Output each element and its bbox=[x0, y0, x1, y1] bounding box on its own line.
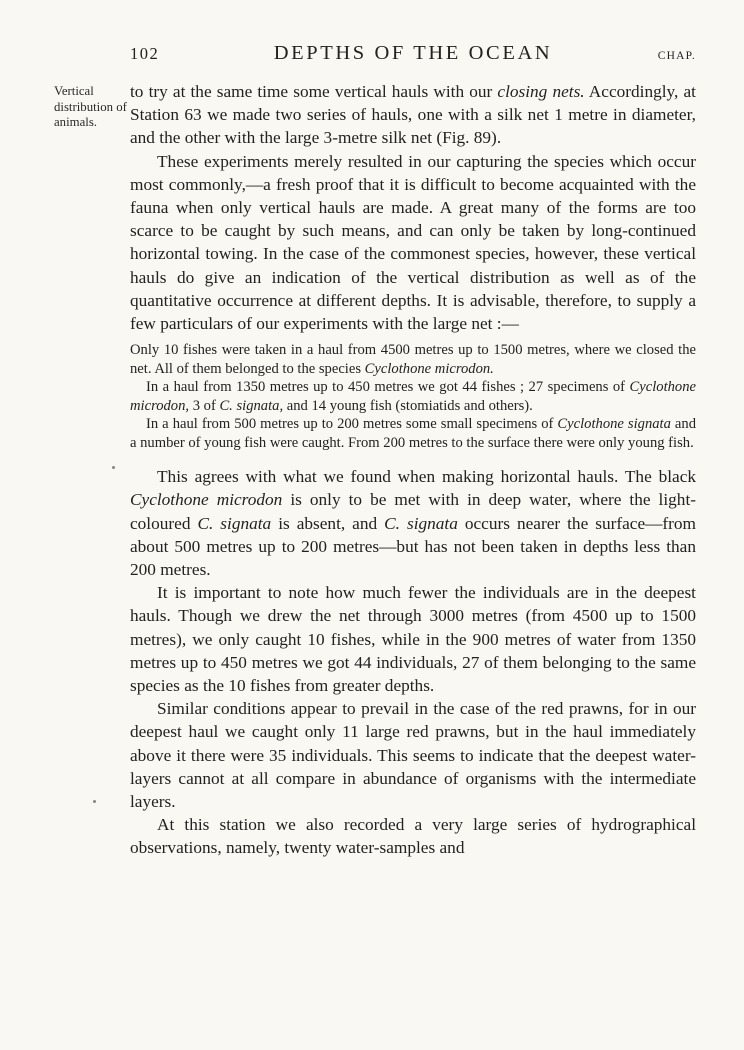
text-run: Only 10 fishes were taken in a haul from 4500 metres up to 1500 metres, where we closed the net. All of them belonged to the species bbox=[130, 342, 696, 377]
text-run: is absent, and bbox=[271, 513, 385, 533]
paragraph bbox=[130, 415, 696, 452]
text-run: to try at the same time some vertical hauls with our bbox=[130, 82, 498, 101]
scan-speck bbox=[112, 466, 115, 469]
text-run: At this station we also recorded a very large series of hydrographical observations, namely, twenty water-samples and bbox=[130, 815, 696, 858]
text-run: In a haul from 1350 metres up to 450 metres we got 44 fishes ; 27 specimens of bbox=[146, 379, 630, 396]
italic-text: C. signata bbox=[197, 513, 272, 533]
paragraph bbox=[130, 341, 696, 378]
paragraph bbox=[130, 465, 696, 581]
paragraph bbox=[130, 80, 696, 150]
text-block bbox=[130, 80, 696, 860]
italic-text: C. signata, bbox=[219, 397, 284, 414]
italic-text: Cyclothone microdon bbox=[130, 490, 283, 510]
text-run: Similar conditions appear to prevail in the case of the red prawns, for in our deepest haul we caught only 11 large red prawns, but in the haul immediately above it there were 35 individuals. This seems to indicate that the deepest water-layers cannot at all compare in abundance of organisms with the intermediate layers. bbox=[130, 699, 696, 812]
chapter-label: CHAP. bbox=[657, 50, 696, 62]
italic-text: Cyclothone microdon, bbox=[130, 379, 696, 414]
text-run: It is important to note how much fewer the individuals are in the deepest hauls. Though we drew the net through 3000 metres (from 4500 up to 1500 metres), we only caught 10 fishes, while in the 900 metres of water from 1350 metres up to 450 metres we got 44 individuals, 27 of them belonging to the same species as the 10 fishes from greater depths. bbox=[130, 583, 696, 696]
page-number: 102 bbox=[130, 44, 160, 63]
italic-text: C. signata bbox=[384, 513, 458, 533]
text-run: is only to be met with in deep water, where the light-coloured bbox=[130, 490, 696, 533]
italic-text: Cyclothone microdon. bbox=[364, 360, 494, 377]
margin-note: Vertical distribution of animals. bbox=[54, 84, 127, 129]
text-run: occurs nearer the surface—from about 500 metres up to 200 metres—but has not been taken in depths less than 200 metres. bbox=[130, 513, 696, 580]
paragraph bbox=[130, 697, 696, 813]
paragraph bbox=[130, 581, 696, 697]
paragraph bbox=[130, 813, 696, 859]
text-run: In a haul from 500 metres up to 200 metres some small specimens of bbox=[146, 416, 558, 433]
text-run: 3 of bbox=[189, 397, 220, 414]
text-run: This agrees with what we found when making horizontal hauls. The black bbox=[157, 467, 696, 487]
italic-text: closing nets. bbox=[497, 82, 585, 101]
page-title: DEPTHS OF THE OCEAN bbox=[273, 42, 553, 64]
paragraph bbox=[130, 378, 696, 415]
italic-text: Cyclothone signata bbox=[557, 416, 671, 433]
paragraph bbox=[130, 150, 696, 336]
text-run: Accordingly, at Station 63 we made two series of hauls, one with a silk net 1 metre in diameter, and the other with the large 3-metre silk net (Fig. 89). bbox=[130, 82, 696, 148]
running-header bbox=[130, 42, 696, 65]
text-run: and a number of young fish were caught. From 200 metres to the surface there were only young fish. bbox=[130, 416, 696, 451]
scan-speck bbox=[93, 800, 96, 803]
text-run: and 14 young fish (stomiatids and others). bbox=[283, 397, 533, 414]
text-run: These experiments merely resulted in our capturing the species which occur most commonly,—a fresh proof that it is difficult to become acquainted with the fauna when only vertical hauls are made. A great many of the forms are too scarce to be caught by such means, and can only be taken by long-continued horizontal towing. In the case of the commonest species, however, these vertical hauls do give an indication of the vertical distribution as well as of the quantitative occurrence at different depths. It is advisable, therefore, to supply a few particulars of our experiments with the large net :— bbox=[130, 151, 696, 334]
